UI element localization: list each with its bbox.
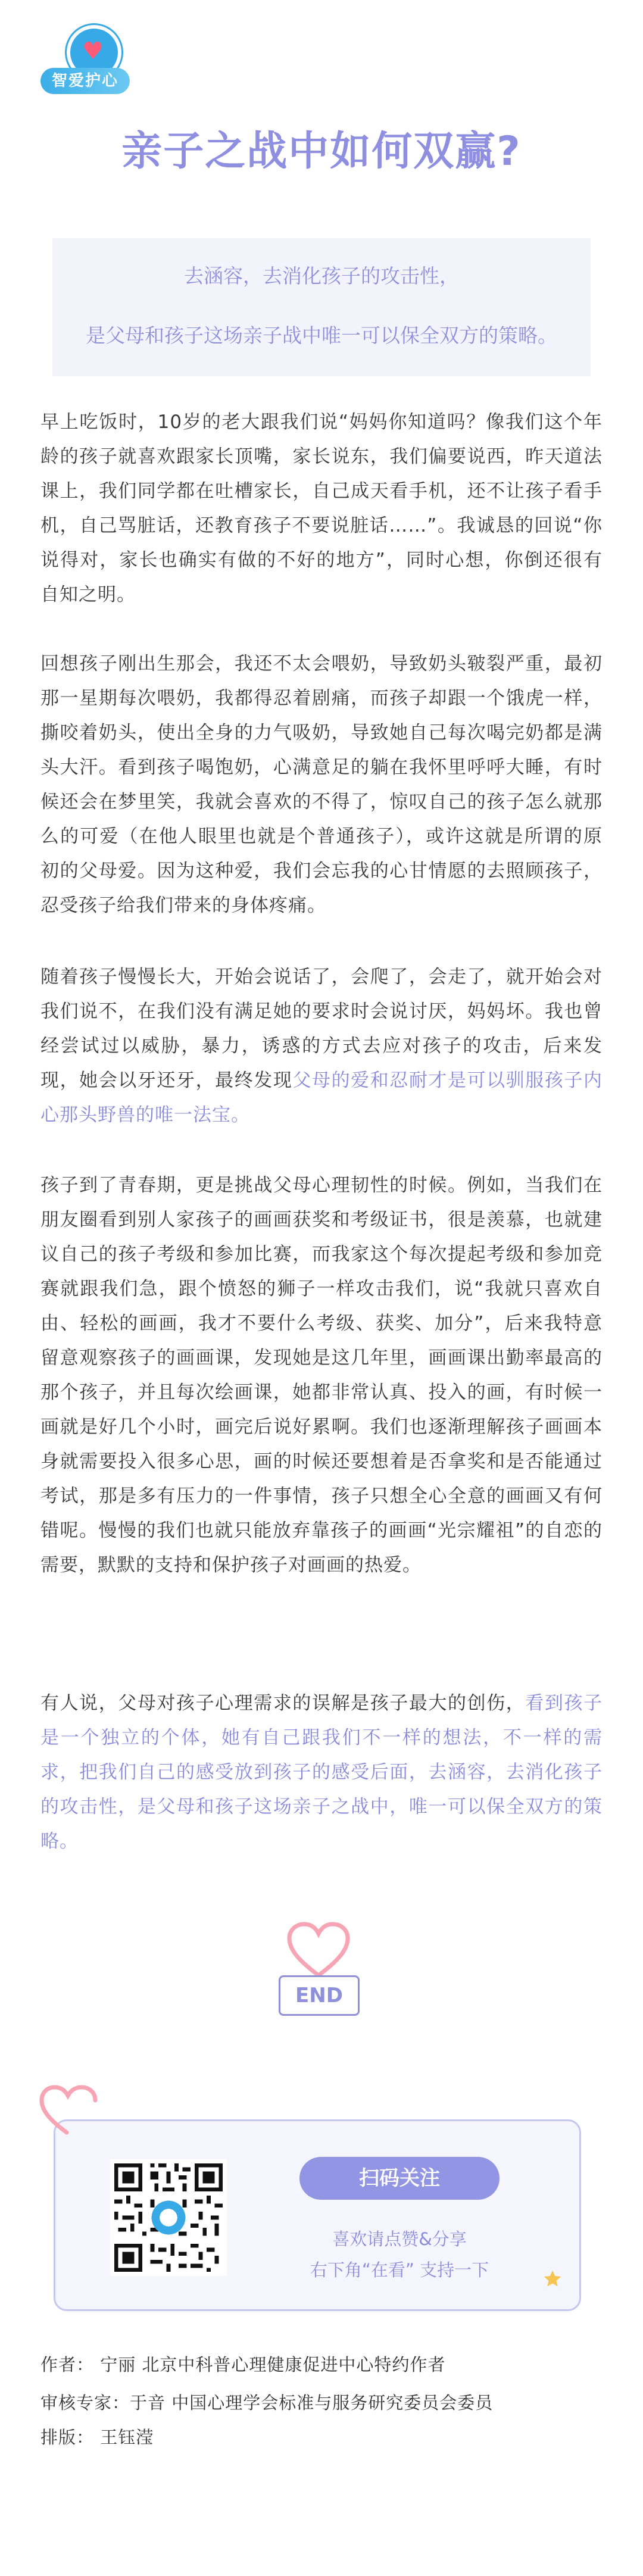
like-share-text: 喜欢请点赞&分享 — [332, 2229, 467, 2249]
paragraph-text: 回想孩子刚出生那会，我还不太会喂奶，导致奶头皲裂严重，最初那一星期每次喂奶，我都得忍着剧痛，而孩子却跟一个饿虎一样，撕咬着奶头，使出全身的力气吸奶，导致她自己每次喝完奶都是满头大汗。看到孩子喝饱奶，心满意足的躺在我怀里呼呼大睡，有时候还会在梦里笑，我就会喜欢的不得了，惊叹自己的孩子怎么就那么的可爱（在他人眼里也就是个普通孩子），或许这就是所谓的原初的父母爱。因为这种爱，我们会忘我的心甘情愿的去照顾孩子，忍受孩子给我们带来的身体疼痛。 — [40, 653, 603, 916]
editor-credit: 排版： 王钰滢 — [40, 2427, 154, 2447]
brand-logo — [40, 25, 131, 96]
scan-follow-button[interactable]: 扫码关注 — [299, 2157, 500, 2200]
summary-box — [52, 238, 591, 376]
paragraph-text: 孩子到了青春期，更是挑战父母心理韧性的时候。例如，当我们在朋友圈看到别人家孩子的画画获奖和考级证书，很是羡慕，也就建议自己的孩子考级和参加比赛，而我家这个每次提起考级和参加竞赛就跟我们急，跟个愤怒的狮子一样攻击我们，说“我就只喜欢自由、轻松的画画，我才不要什么考级、获奖、加分”，后来我特意留意观察孩子的画画课，发现她是这几年里，画画课出勤率最高的那个孩子，并且每次绘画课，她都非常认真、投入的画，有时候一画就是好几个小时，画完后说好累啊。我们也逐渐理解孩子画画本身就需要投入很多心思，画的时候还要想着是否拿奖和是否能通过考试，那是多有压力的一件事情，孩子只想全心全意的画画又有何错呢。慢慢的我们也就只能放弃靠孩子的画画“光宗耀祖”的自恋的需要，默默的支持和保护孩子对画画的热爱。 — [40, 1175, 603, 1576]
paragraph-1 — [40, 405, 603, 612]
summary-line-1: 去涵容，去消化孩子的攻击性， — [184, 264, 459, 288]
paragraph-4 — [40, 1168, 603, 1582]
end-label: END — [279, 1975, 360, 2016]
article-title: 亲子之战中如何双赢? — [121, 128, 522, 175]
qr-code[interactable] — [110, 2159, 227, 2276]
reviewer-credit: 审核专家：于音 中国心理学会标准与服务研究委员会委员 — [40, 2393, 494, 2413]
follow-card — [54, 2119, 581, 2311]
star-icon — [542, 2269, 563, 2289]
paragraph-highlight: 父母的爱和忍耐才是可以驯服孩子内心那头野兽的唯一法宝。 — [40, 1070, 603, 1126]
end-marker — [279, 1921, 362, 2022]
paragraph-text: 随着孩子慢慢长大，开始会说话了，会爬了，会走了，就开始会对我们说不，在我们没有满足她的要求时会说讨厌，妈妈坏。我也曾经尝试过以威胁，暴力，诱惑的方式去应对孩子的攻击，后来发现，她会以牙还牙，最终发现 — [40, 966, 603, 1091]
heart-outline-icon — [38, 2084, 104, 2137]
heart-outline-icon — [286, 1921, 351, 1980]
summary-line-2: 是父母和孩子这场亲子战中唯一可以保全双方的策略。 — [86, 324, 557, 347]
paragraph-2 — [40, 647, 603, 923]
paragraph-text: 有人说，父母对孩子心理需求的误解是孩子最大的创伤， — [40, 1693, 526, 1714]
paragraph-3 — [40, 960, 603, 1132]
logo-text: 智爱护心 — [40, 68, 130, 94]
paragraph-5 — [40, 1686, 603, 1859]
paragraph-text: 早上吃饭时，10岁的老大跟我们说“妈妈你知道吗？像我们这个年龄的孩子就喜欢跟家长顶嘴，家长说东，我们偏要说西，昨天道法课上，我们同学都在吐槽家长，自己成天看手机，还不让孩子看手机，自己骂脏话，还教育孩子不要说脏话……”。我诚恳的回说“你说得对，家长也确实有做的不好的地方”，同时心想，你倒还很有自知之明。 — [40, 411, 603, 605]
paragraph-highlight: 看到孩子是一个独立的个体，她有自己跟我们不一样的想法，不一样的需求，把我们自己的感受放到孩子的感受后面，去涵容，去消化孩子的攻击性，是父母和孩子这场亲子之战中，唯一可以保全双方的策略。 — [40, 1693, 603, 1852]
in-view-support-text: 右下角“在看” 支持一下 — [310, 2260, 489, 2280]
author-credit: 作者： 宁丽 北京中科普心理健康促进中心特约作者 — [40, 2355, 446, 2375]
heart-icon: ♥ — [82, 38, 104, 65]
